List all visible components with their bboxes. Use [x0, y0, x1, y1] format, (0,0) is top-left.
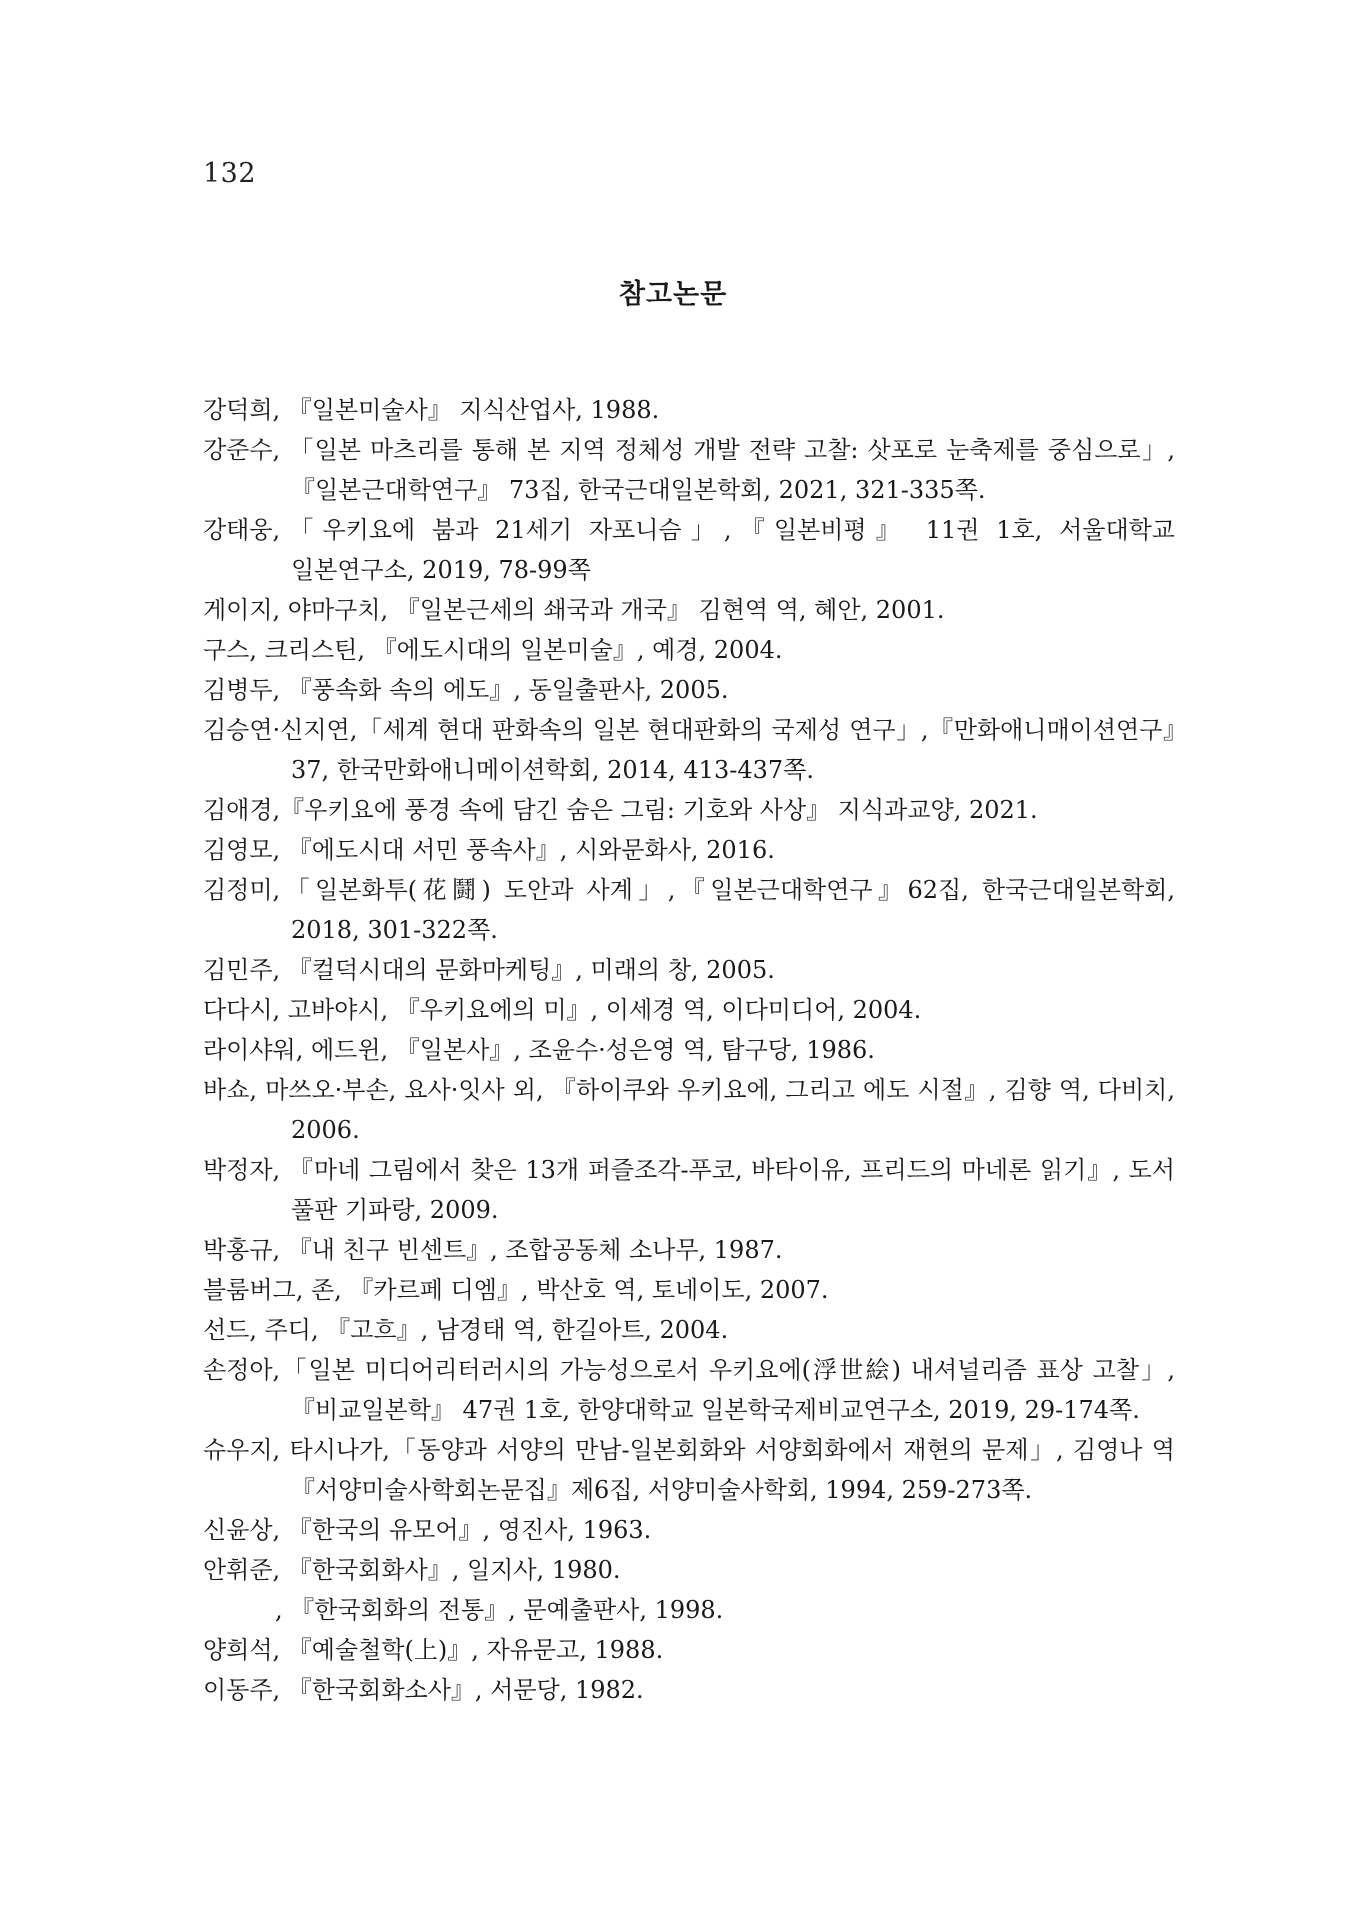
reference-item: 이동주, 『한국회화소사』, 서문당, 1982.	[203, 1676, 644, 1704]
reference-item: 강덕희, 『일본미술사』 지식산업사, 1988.	[203, 396, 660, 424]
reference-item: 김영모, 『에도시대 서민 풍속사』, 시와문화사, 2016.	[203, 836, 775, 864]
reference-list	[203, 390, 1175, 1710]
reference-item: 블룸버그, 존, 『카르페 디엠』, 박산호 역, 토네이도, 2007.	[203, 1276, 829, 1304]
reference-item: 김승연·신지연,「세계 현대 판화속의 일본 현대판화의 국제성 연구」,『만화애니매이션연구』37, 한국만화애니메이션학회, 2014, 413-437쪽.	[203, 716, 1175, 784]
reference-item: 김민주, 『컬덕시대의 문화마케팅』, 미래의 창, 2005.	[203, 956, 775, 984]
reference-item: 강준수, 「일본 마츠리를 통해 본 지역 정체성 개발 전략 고찰: 삿포로 눈축제를 중심으로」, 『일본근대학연구』 73집, 한국근대일본학회, 2021, 321-335쪽.	[203, 436, 1175, 504]
section-title: 참고논문	[618, 279, 728, 310]
reference-item: , 『한국회화의 전통』, 문예출판사, 1998.	[203, 1596, 724, 1624]
reference-item: 강태웅,「우키요에 붐과 21세기 자포니슴」,『일본비평』 11권 1호, 서울대학교 일본연구소, 2019, 78-99쪽	[203, 516, 1175, 584]
reference-item: 라이샤워, 에드윈, 『일본사』, 조윤수·성은영 역, 탐구당, 1986.	[203, 1036, 875, 1064]
reference-item: 슈우지, 타시나가,「동양과 서양의 만남-일본회화와 서양회화에서 재현의 문제」, 김영나 역 『서양미술사학회논문집』제6집, 서양미술사학회, 1994, 259-273쪽.	[203, 1436, 1175, 1504]
reference-item: 박홍규, 『내 친구 빈센트』, 조합공동체 소나무, 1987.	[203, 1236, 783, 1264]
reference-item: 김정미,「일본화투(花鬪) 도안과 사계」,『일본근대학연구』62집, 한국근대일본학회, 2018, 301-322쪽.	[203, 876, 1175, 944]
reference-item: 바쇼, 마쓰오·부손, 요사·잇사 외, 『하이쿠와 우키요에, 그리고 에도 시절』, 김향 역, 다비치, 2006.	[203, 1076, 1175, 1144]
reference-item: 손정아,「일본 미디어리터러시의 가능성으로서 우키요에(浮世絵) 내셔널리즘 표상 고찰」, 『비교일본학』 47권 1호, 한양대학교 일본학국제비교연구소, 2019, 29-174쪽.	[203, 1356, 1175, 1424]
page-number: 132	[203, 158, 257, 189]
reference-item: 김병두, 『풍속화 속의 에도』, 동일출판사, 2005.	[203, 676, 729, 704]
reference-item: 박정자, 『마네 그림에서 찾은 13개 퍼즐조각-푸코, 바타이유, 프리드의 마네론 읽기』, 도서 풀판 기파랑, 2009.	[203, 1156, 1175, 1224]
reference-item: 선드, 주디, 『고흐』, 남경태 역, 한길아트, 2004.	[203, 1316, 729, 1344]
reference-item: 김애경,『우키요에 풍경 속에 담긴 숨은 그림: 기호와 사상』 지식과교양, 2021.	[203, 796, 1038, 824]
reference-item: 안휘준, 『한국회화사』, 일지사, 1980.	[203, 1556, 621, 1584]
reference-item: 게이지, 야마구치, 『일본근세의 쇄국과 개국』 김현역 역, 혜안, 2001.	[203, 596, 945, 624]
reference-item: 구스, 크리스틴, 『에도시대의 일본미술』, 예경, 2004.	[203, 636, 783, 664]
reference-item: 양희석, 『예술철학(上)』, 자유문고, 1988.	[203, 1636, 664, 1664]
reference-item: 다다시, 고바야시, 『우키요에의 미』, 이세경 역, 이다미디어, 2004.	[203, 996, 922, 1024]
reference-item: 신윤상, 『한국의 유모어』, 영진사, 1963.	[203, 1516, 652, 1544]
